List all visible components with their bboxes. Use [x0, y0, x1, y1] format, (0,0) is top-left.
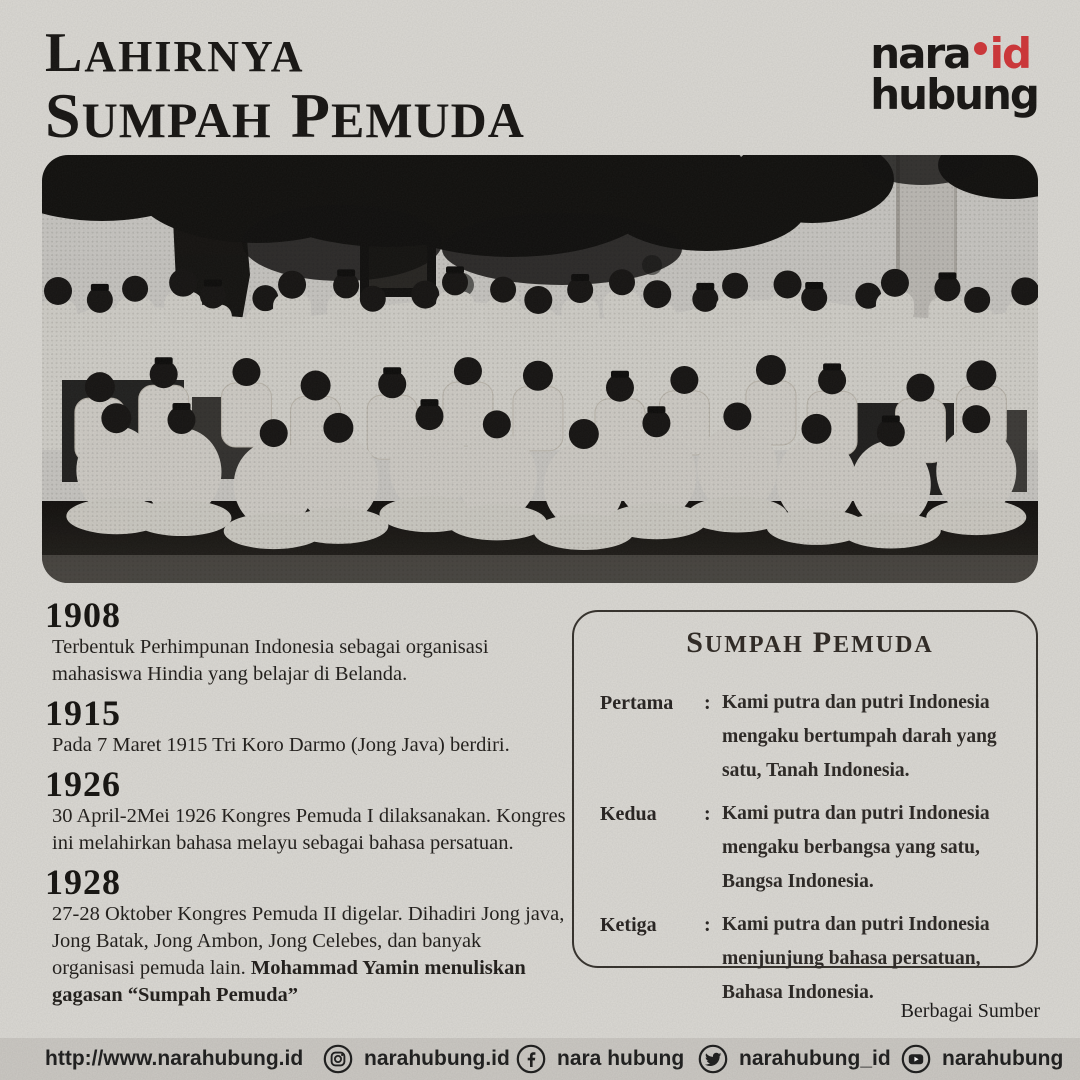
pledge-box-title — [600, 626, 1020, 662]
timeline-entry — [52, 901, 567, 1009]
pledge-colon: : — [704, 803, 711, 825]
timeline — [45, 595, 567, 1017]
sumpah-pemuda-box — [572, 610, 1038, 1003]
social-handle: narahubung_id — [739, 1047, 891, 1070]
narahubung-logo — [870, 29, 1038, 119]
timeline-entry: 30 April-2Mei 1926 Kongres Pemuda I dilaksanakan. Kongres ini melahirkan bahasa melayu sebagai bahasa persatuan. — [52, 805, 566, 854]
pledge-text: Kami putra dan putri Indonesia menjunjung bahasa persatuan, Bahasa Indonesia. — [722, 914, 990, 1003]
historical-group-photo — [42, 155, 1038, 583]
social-handle: nara hubung — [557, 1047, 685, 1070]
pledge-item-ketiga — [600, 908, 1020, 1010]
timeline-year: 1908 — [45, 595, 121, 635]
timeline-year: 1928 — [45, 862, 121, 902]
instagram-icon — [323, 1044, 353, 1074]
social-handle: narahubung — [942, 1047, 1064, 1070]
logo-line-1 — [870, 29, 1038, 78]
pledge-label: Pertama — [600, 692, 674, 714]
website-link[interactable]: http://www.narahubung.id — [45, 1047, 304, 1070]
pledge-text: Kami putra dan putri Indonesia mengaku berbangsa yang satu, Bangsa Indonesia. — [722, 803, 990, 892]
page-title — [45, 22, 525, 150]
social-handle: narahubung.id — [364, 1047, 510, 1070]
title-rest: EMUDA — [331, 92, 525, 148]
pledge-label: Kedua — [600, 803, 657, 825]
pledge-item-pertama — [600, 686, 1020, 788]
timeline-year: 1915 — [45, 693, 121, 733]
title-rest: UMPAH — [81, 92, 272, 148]
pledge-colon: : — [704, 692, 711, 714]
pledge-colon: : — [704, 914, 711, 936]
title-initial: P — [290, 80, 332, 151]
timeline-entry-normal: 27-28 Oktober Kongres Pemuda II digelar. Dihadiri Jong java, Jong Batak, Jong Ambon, Jong Celebes, dan banyak organisasi pemuda lain. — [52, 903, 565, 979]
logo-dot-icon — [974, 42, 987, 55]
pledge-label: Ketiga — [600, 914, 657, 936]
source-note: Berbagai Sumber — [900, 1000, 1040, 1022]
title-line-1 — [45, 22, 525, 88]
title-initial: S — [686, 626, 705, 659]
social-facebook[interactable] — [516, 1038, 684, 1080]
title-rest: EMUDA — [833, 632, 934, 658]
title-initial: P — [812, 626, 834, 659]
photo-scene — [42, 155, 1038, 583]
pledge-text: Kami putra dan putri Indonesia mengaku bertumpah darah yang satu, Tanah Indonesia. — [722, 692, 997, 781]
pledge-item-kedua — [600, 797, 1020, 899]
social-youtube[interactable] — [901, 1038, 1063, 1080]
facebook-icon — [516, 1044, 546, 1074]
timeline-entry-bold: Mohammad Yamin menuliskan gagasan “Sumpah Pemuda” — [52, 957, 526, 1006]
title-initial: S — [45, 80, 82, 151]
timeline-year: 1926 — [45, 764, 121, 804]
youtube-icon — [901, 1044, 931, 1074]
logo-word-id: id — [989, 29, 1031, 78]
timeline-entry: Pada 7 Maret 1915 Tri Koro Darmo (Jong Java) berdiri. — [52, 734, 510, 756]
footer-bar — [0, 1038, 1080, 1080]
logo-word-nara: nara — [870, 29, 970, 78]
title-line-2 — [45, 80, 525, 151]
title-initial: L — [45, 22, 85, 84]
timeline-entry: Terbentuk Perhimpunan Indonesia sebagai organisasi mahasiswa Hindia yang belajar di Belanda. — [52, 636, 489, 685]
social-twitter[interactable] — [698, 1038, 891, 1080]
title-rest: UMPAH — [704, 632, 804, 658]
social-instagram[interactable] — [323, 1038, 510, 1080]
twitter-icon — [698, 1044, 728, 1074]
logo-word-hubung: hubung — [870, 70, 1038, 119]
title-rest: AHIRNYA — [84, 32, 305, 81]
